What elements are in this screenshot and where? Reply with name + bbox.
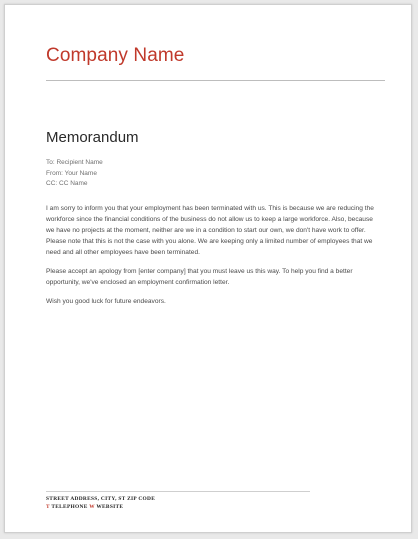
header-divider (46, 80, 385, 81)
document-page (4, 4, 412, 533)
memo-body (46, 203, 381, 315)
body-paragraph-1: I am sorry to inform you that your employment has been terminated with us. This is because we are reducing the workforce since the financial conditions of the business do not allow us to keep a large workforce. Also, because we have no projects at the moment, neither are we in a condition to start our own, we don't have work to offer. Please note that this is not the case with you alone. We are keeping only a limited number of employees that we need and all other employees have been terminated. (46, 205, 374, 256)
body-paragraph-3: Wish you good luck for future endeavors. (46, 298, 166, 305)
footer-contact (46, 504, 155, 512)
footer-divider (46, 491, 310, 492)
company-name: Company Name (46, 45, 185, 66)
body-paragraph-2: Please accept an apology from [enter company] that you must leave us this way. To help you find a better opportunity, we've enclosed an employment confirmation letter. (46, 268, 353, 286)
memo-cc: CC: CC Name (46, 180, 88, 187)
footer-address: STREET ADDRESS, CITY, ST ZIP CODE (46, 496, 156, 502)
telephone-marker: T (46, 503, 50, 510)
memo-to: To: Recipient Name (46, 159, 103, 166)
website-marker: W (89, 503, 95, 510)
footer-telephone: TELEPHONE (51, 503, 88, 510)
footer-website: WEBSITE (96, 503, 124, 510)
footer (46, 496, 155, 511)
memo-title: Memorandum (46, 129, 139, 146)
memo-from: From: Your Name (46, 169, 97, 177)
memo-recipients (46, 158, 103, 190)
